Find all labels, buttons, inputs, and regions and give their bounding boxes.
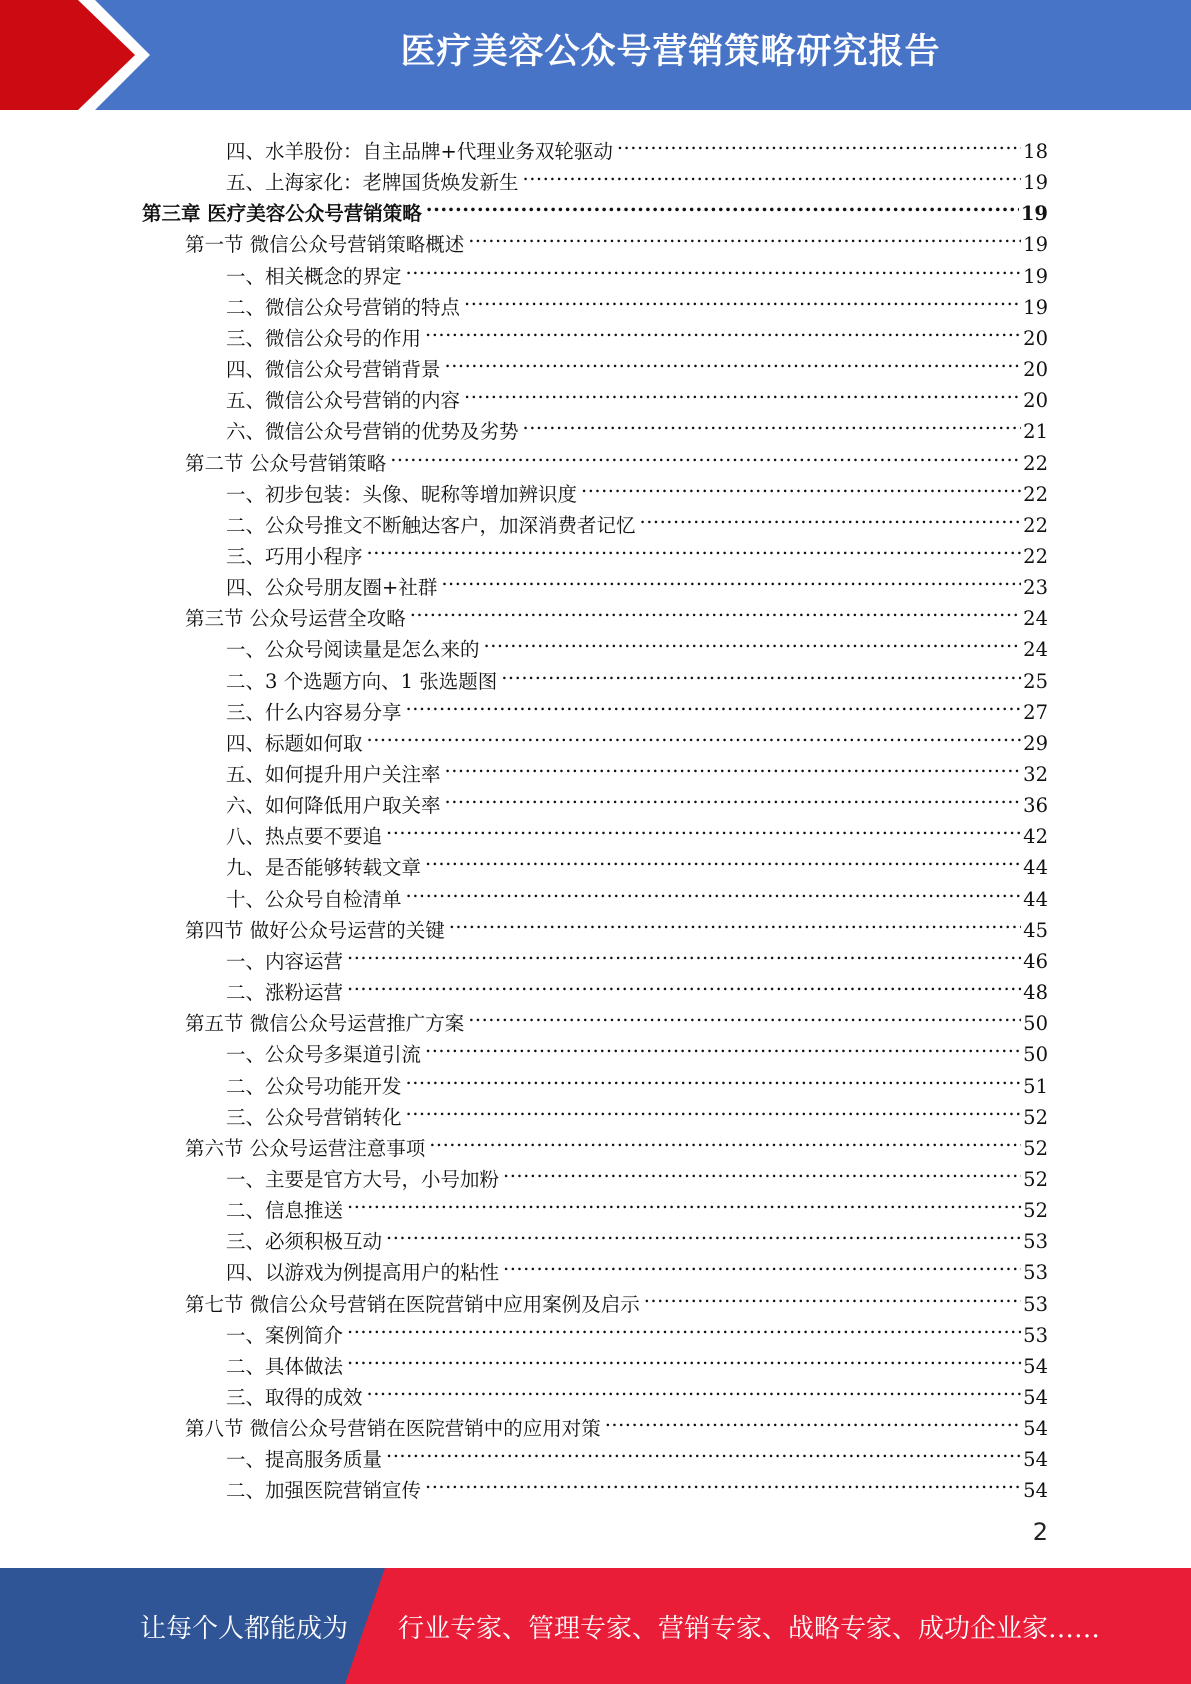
toc-entry-title: 十、公众号自检清单: [226, 887, 402, 911]
toc-leader-dots: [445, 781, 1022, 812]
toc-leader-dots: [640, 501, 1022, 532]
toc-entry-page: 20: [1023, 326, 1048, 350]
toc-leader-dots: [425, 314, 1021, 345]
toc-leader-dots: [386, 1217, 1021, 1248]
toc-entry[interactable]: [226, 252, 1048, 288]
toc-entry[interactable]: [226, 1466, 1048, 1503]
toc-leader-dots: [605, 1404, 1021, 1435]
toc-entry-page: 22: [1023, 482, 1048, 506]
toc-entry[interactable]: [226, 968, 1048, 1005]
toc-entry-title: 五、微信公众号营销的内容: [226, 389, 461, 413]
toc-entry-title: 二、信息推送: [226, 1199, 344, 1223]
toc-leader-dots: [367, 1373, 1022, 1404]
toc-entry-title: 一、相关概念的界定: [226, 264, 402, 288]
toc-entry[interactable]: [226, 625, 1048, 662]
toc-entry-title: 第四节 做好公众号运营的关键: [185, 918, 445, 942]
toc-entry-title: 二、涨粉运营: [226, 981, 344, 1005]
page-header: [0, 0, 1191, 110]
footer-slogan-right: 行业专家、管理专家、营销专家、战略专家、成功企业家……: [398, 1614, 1101, 1644]
toc-entry[interactable]: [226, 563, 1048, 600]
footer-slogan-left: 让每个人都能成为: [140, 1614, 349, 1644]
toc-entry-page: 27: [1023, 700, 1048, 724]
toc-entry-title: 三、公众号营销转化: [226, 1105, 402, 1129]
toc-entry-page: 53: [1023, 1323, 1048, 1347]
toc-entry-title: 一、初步包装：头像、昵称等增加辨识度: [226, 482, 578, 506]
toc-entry-page: 44: [1023, 887, 1048, 911]
toc-entry-page: 54: [1023, 1479, 1048, 1503]
toc-entry[interactable]: [226, 158, 1048, 195]
toc-leader-dots: [484, 625, 1022, 656]
toc-leader-dots: [445, 345, 1022, 376]
toc-entry-page: 24: [1023, 638, 1048, 662]
toc-entry[interactable]: [226, 1093, 1048, 1129]
toc-entry-title: 五、上海家化：老牌国货焕发新生: [226, 171, 519, 195]
toc-entry[interactable]: [226, 1435, 1048, 1472]
toc-leader-dots: [347, 968, 1021, 999]
toc-entry-title: 三、必须积极互动: [226, 1230, 383, 1254]
toc-leader-dots: [406, 875, 1022, 906]
toc-leader-dots: [429, 1124, 1021, 1155]
toc-leader-dots: [406, 688, 1022, 719]
toc-entry-page: 19: [1023, 233, 1048, 257]
toc-leader-dots: [503, 1248, 1021, 1279]
toc-entry[interactable]: [226, 345, 1048, 382]
toc-leader-dots: [523, 407, 1022, 438]
toc-entry-page: 22: [1023, 513, 1048, 537]
toc-entry-page: 52: [1023, 1136, 1048, 1160]
toc-entry-title: 一、公众号阅读量是怎么来的: [226, 638, 480, 662]
toc-entry-title: 第五节 微信公众号运营推广方案: [185, 1012, 465, 1036]
toc-leader-dots: [406, 252, 1022, 283]
page-number: 2: [1032, 1518, 1048, 1546]
toc-leader-dots: [367, 719, 1022, 750]
toc-entry-page: 52: [1023, 1105, 1048, 1129]
toc-entry-title: 第六节 公众号运营注意事项: [185, 1136, 426, 1160]
toc-entry[interactable]: [226, 937, 1048, 973]
toc-leader-dots: [644, 1280, 1021, 1311]
toc-entry[interactable]: [226, 283, 1048, 319]
toc-entry-title: 六、如何降低用户取关率: [226, 794, 441, 818]
toc-entry[interactable]: [185, 594, 1048, 631]
toc-entry-page: 53: [1023, 1261, 1048, 1285]
toc-leader-dots: [386, 1435, 1021, 1466]
toc-entry-page: 50: [1023, 1012, 1048, 1036]
toc-entry-title: 二、3 个选题方向、1 张选题图: [226, 669, 498, 693]
toc-leader-dots: [367, 532, 1022, 563]
toc-entry-title: 一、案例简介: [226, 1323, 344, 1347]
toc-entry-page: 54: [1023, 1448, 1048, 1472]
toc-leader-dots: [581, 470, 1021, 501]
toc-entry[interactable]: [226, 314, 1048, 350]
toc-leader-dots: [617, 127, 1021, 158]
toc-entry-title: 第八节 微信公众号营销在医院营销中的应用对策: [185, 1417, 601, 1441]
toc-entry[interactable]: [226, 781, 1048, 818]
toc-entry-title: 三、取得的成效: [226, 1386, 363, 1409]
toc-entry-title: 第一节 微信公众号营销策略概述: [185, 233, 465, 257]
toc-leader-dots: [441, 563, 1021, 594]
toc-entry[interactable]: [226, 1248, 1048, 1285]
toc-entry[interactable]: [226, 1373, 1048, 1409]
toc-entry-title: 四、微信公众号营销背景: [226, 358, 441, 382]
toc-entry[interactable]: [226, 1217, 1048, 1254]
toc-entry[interactable]: [226, 719, 1048, 755]
toc-entry[interactable]: [226, 470, 1048, 506]
toc-entry-title: 二、公众号推文不断触达客户，加深消费者记忆: [226, 513, 636, 537]
toc-entry-page: 19: [1023, 171, 1048, 195]
toc-entry-title: 六、微信公众号营销的优势及劣势: [226, 420, 519, 444]
toc-entry-title: 一、主要是官方大号，小号加粉: [226, 1167, 500, 1191]
toc-leader-dots: [464, 376, 1021, 407]
toc-leader-dots: [347, 1342, 1021, 1373]
toc-entry[interactable]: [185, 999, 1048, 1036]
toc-leader-dots: [464, 283, 1021, 314]
toc-entry[interactable]: [226, 376, 1048, 413]
toc-entry-page: 20: [1023, 389, 1048, 413]
toc-entry-page: 24: [1023, 607, 1048, 631]
toc-leader-dots: [347, 1311, 1021, 1342]
toc-entry-page: 19: [1023, 295, 1048, 319]
toc-entry-page: 53: [1023, 1292, 1048, 1316]
toc-entry-page: 19: [1023, 264, 1048, 288]
toc-entry-page: 54: [1023, 1417, 1048, 1441]
toc-leader-dots: [445, 750, 1022, 781]
toc-entry[interactable]: [226, 1155, 1048, 1191]
toc-entry-page: 22: [1023, 544, 1048, 568]
toc-leader-dots: [410, 594, 1021, 625]
toc-entry[interactable]: [226, 875, 1048, 911]
toc-entry[interactable]: [185, 1280, 1048, 1316]
toc-entry-page: 32: [1023, 763, 1048, 786]
toc-entry-page: 51: [1023, 1074, 1048, 1098]
toc-entry-page: 22: [1023, 451, 1048, 475]
toc-entry[interactable]: [185, 906, 1048, 942]
toc-entry[interactable]: [185, 220, 1048, 257]
toc-entry-title: 二、公众号功能开发: [226, 1074, 402, 1098]
toc-entry-title: 三、微信公众号的作用: [226, 326, 422, 350]
toc-entry[interactable]: [142, 189, 1048, 226]
toc-entry-title: 第二节 公众号营销策略: [185, 451, 387, 475]
toc-leader-dots: [347, 1186, 1021, 1217]
toc-entry[interactable]: [226, 750, 1048, 786]
toc-entry-page: 52: [1023, 1199, 1048, 1223]
header-arrow-decoration: [0, 0, 170, 110]
toc-entry-title: 四、以游戏为例提高用户的粘性: [226, 1261, 500, 1285]
toc-leader-dots: [449, 906, 1021, 937]
toc-entry[interactable]: [226, 1030, 1048, 1067]
toc-entry[interactable]: [226, 657, 1048, 693]
toc-entry[interactable]: [226, 843, 1048, 880]
toc-entry-page: 42: [1023, 825, 1048, 849]
toc-leader-dots: [468, 999, 1021, 1030]
toc-entry-page: 53: [1023, 1230, 1048, 1254]
toc-leader-dots: [406, 1062, 1022, 1093]
toc-entry-page: 36: [1023, 794, 1048, 818]
toc-leader-dots: [390, 439, 1021, 470]
toc-entry-title: 二、加强医院营销宣传: [226, 1479, 422, 1503]
toc-entry-page: 46: [1023, 949, 1048, 973]
toc-entry-page: 50: [1023, 1043, 1048, 1067]
toc-entry-page: 29: [1023, 731, 1048, 755]
toc-entry-title: 四、标题如何取: [226, 731, 363, 755]
toc-entry-page: 45: [1023, 918, 1048, 942]
toc-entry-title: 一、提高服务质量: [226, 1448, 383, 1472]
toc-entry[interactable]: [226, 1311, 1048, 1347]
toc-entry-title: 一、公众号多渠道引流: [226, 1043, 422, 1067]
toc-entry-page: 21: [1023, 420, 1048, 444]
toc-leader-dots: [426, 189, 1019, 220]
toc-entry[interactable]: [185, 1124, 1048, 1160]
toc-entry-title: 四、公众号朋友圈+社群: [226, 576, 438, 600]
toc-entry-title: 二、具体做法: [226, 1354, 344, 1378]
toc-entry-page: 18: [1023, 140, 1048, 163]
toc-entry-title: 九、是否能够转载文章: [226, 856, 422, 880]
document-title: 医疗美容公众号营销策略研究报告: [400, 32, 941, 72]
toc-leader-dots: [425, 1466, 1021, 1497]
toc-entry[interactable]: [185, 439, 1048, 475]
toc-entry-page: 20: [1023, 358, 1048, 382]
toc-entry-title: 第三章 医疗美容公众号营销策略: [142, 202, 422, 226]
toc-entry[interactable]: [226, 407, 1048, 444]
toc-leader-dots: [501, 657, 1021, 688]
toc-leader-dots: [468, 220, 1021, 251]
toc-entry[interactable]: [226, 532, 1048, 568]
toc-entry-page: 44: [1023, 856, 1048, 880]
toc-entry[interactable]: [226, 1062, 1048, 1098]
toc-entry-title: 三、什么内容易分享: [226, 700, 402, 724]
toc-entry[interactable]: [226, 688, 1048, 724]
toc-entry[interactable]: [226, 812, 1048, 849]
toc-entry-page: 54: [1023, 1386, 1048, 1409]
page-footer: [0, 1568, 1191, 1684]
toc-entry-title: 第七节 微信公众号营销在医院营销中应用案例及启示: [185, 1292, 640, 1316]
toc-leader-dots: [523, 158, 1022, 189]
toc-entry[interactable]: [185, 1404, 1048, 1441]
toc-leader-dots: [425, 843, 1021, 874]
toc-entry-title: 二、微信公众号营销的特点: [226, 295, 461, 319]
toc-leader-dots: [503, 1155, 1021, 1186]
toc-leader-dots: [406, 1093, 1022, 1124]
toc-entry-page: 19: [1020, 202, 1048, 226]
toc-entry[interactable]: [226, 501, 1048, 537]
toc-entry-title: 第三节 公众号运营全攻略: [185, 607, 406, 631]
toc-entry-title: 一、内容运营: [226, 949, 344, 973]
toc-entry-page: 48: [1023, 981, 1048, 1005]
toc-entry[interactable]: [226, 1186, 1048, 1223]
toc-entry-page: 54: [1023, 1354, 1048, 1378]
toc-entry-page: 23: [1023, 576, 1048, 600]
toc-entry[interactable]: [226, 127, 1048, 163]
toc-entry-title: 四、水羊股份：自主品牌+代理业务双轮驱动: [226, 140, 613, 163]
toc-leader-dots: [425, 1030, 1021, 1061]
toc-leader-dots: [386, 812, 1021, 843]
toc-entry-title: 三、巧用小程序: [226, 544, 363, 568]
toc-entry-title: 五、如何提升用户关注率: [226, 763, 441, 786]
toc-entry-page: 52: [1023, 1167, 1048, 1191]
toc-leader-dots: [347, 937, 1021, 968]
toc-entry[interactable]: [226, 1342, 1048, 1378]
toc-entry-page: 25: [1023, 669, 1048, 693]
toc-entry-title: 八、热点要不要追: [226, 825, 383, 849]
